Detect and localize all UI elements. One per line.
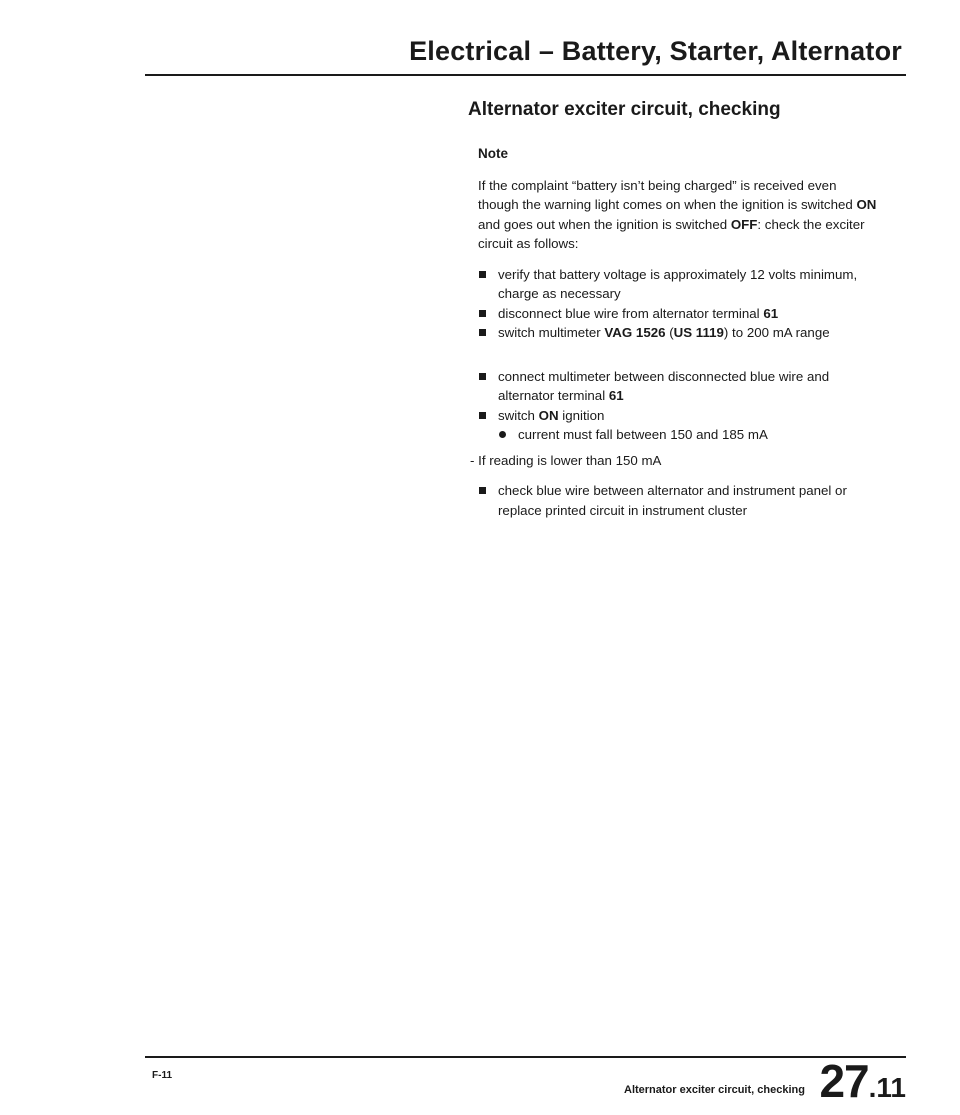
step-bold: 61	[608, 388, 624, 403]
step-text: verify that battery voltage is approximately 12 volts minimum, charge as necessary	[498, 266, 858, 301]
step-text: disconnect blue wire from alternator terminal	[498, 305, 764, 321]
step-text: connect multimeter between disconnected blue wire and alternator terminal	[498, 368, 830, 403]
step-bold: 61	[763, 305, 779, 321]
note-label: Note	[478, 146, 508, 161]
step-text: ) to 200 mA range	[723, 325, 830, 340]
step-text: switch multimeter	[498, 325, 605, 340]
step-text: (	[665, 325, 674, 340]
list-item	[478, 367, 878, 406]
step-list-c	[478, 481, 878, 520]
sub-step-text: current must fall between 150 and 185 mA	[518, 427, 768, 442]
section-heading: Alternator exciter circuit, checking	[468, 99, 781, 120]
sub-list-item	[478, 425, 878, 445]
page-header-title: Electrical – Battery, Starter, Alternator	[409, 36, 902, 66]
intro-text: and goes out when the ignition is switched	[478, 216, 731, 232]
step-bold: ON	[538, 407, 559, 423]
intro-text: : check the exciter circuit as follows:	[478, 216, 865, 251]
step-bold: VAG 1526	[604, 325, 666, 340]
intro-text: If the complaint “battery isn’t being charged” is received even though the warning light comes on when the ignition is switched	[478, 177, 857, 212]
header-rule	[145, 74, 906, 76]
step-text: ignition	[558, 407, 605, 423]
step-text: switch	[498, 407, 539, 423]
step-list-b	[478, 367, 878, 445]
step-list-a	[478, 265, 878, 343]
page-number-minor: .11	[868, 1072, 906, 1103]
intro-off: OFF	[730, 216, 758, 232]
page-number	[819, 1054, 906, 1115]
list-item	[478, 304, 878, 324]
footer-rule	[145, 1056, 906, 1058]
page-number-major: 27	[819, 1055, 869, 1107]
footer-section-title: Alternator exciter circuit, checking	[624, 1084, 805, 1096]
body-column	[470, 144, 878, 524]
step-bold: US 1119	[673, 325, 724, 340]
page-code: F-11	[152, 1070, 173, 1081]
intro-paragraph	[478, 176, 878, 254]
list-item	[478, 481, 878, 520]
condition-text: - If reading is lower than 150 mA	[470, 452, 662, 468]
step-text: check blue wire between alternator and instrument panel or replace printed circuit in instrument cluster	[498, 483, 847, 518]
intro-on: ON	[856, 197, 877, 212]
list-item	[478, 265, 878, 304]
list-item	[478, 323, 878, 343]
list-item	[478, 406, 878, 426]
spacer	[478, 347, 878, 367]
